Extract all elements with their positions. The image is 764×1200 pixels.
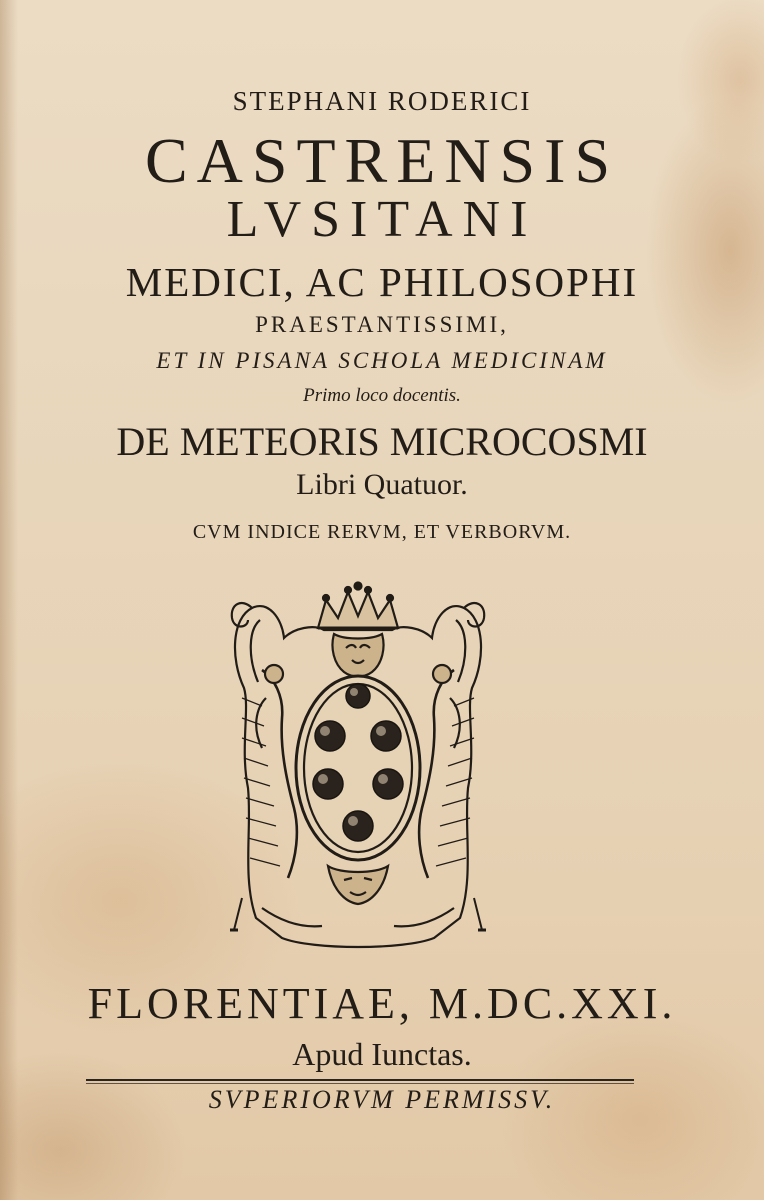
author-profession: MEDICI, AC PHILOSOPHI bbox=[125, 259, 639, 305]
author-name: STEPHANI RODERICI bbox=[232, 86, 532, 116]
imprint-printer: Apud Iunctas. bbox=[292, 1036, 472, 1072]
author-school: ET IN PISANA SCHOLA MEDICINAM bbox=[156, 348, 608, 373]
imprint-place-date: FLORENTIAE, M.DC.XXI. bbox=[87, 979, 677, 1028]
imprint-rule-secondary bbox=[86, 1083, 634, 1084]
author-praise: PRAESTANTISSIMI, bbox=[255, 312, 509, 337]
author-nation: LVSITANI bbox=[226, 191, 538, 248]
work-index-note: CVM INDICE RERVM, ET VERBORVM. bbox=[192, 521, 572, 543]
author-cognomen: CASTRENSIS bbox=[144, 125, 620, 196]
imprint-rule bbox=[86, 1079, 634, 1081]
work-books: Libri Quatuor. bbox=[296, 468, 468, 501]
work-title: DE METEORIS MICROCOSMI bbox=[116, 419, 648, 464]
printers-device-woodcut bbox=[222, 578, 494, 956]
imprint-license: SVPERIORVM PERMISSV. bbox=[208, 1085, 556, 1114]
author-rank: Primo loco docentis. bbox=[303, 385, 461, 406]
